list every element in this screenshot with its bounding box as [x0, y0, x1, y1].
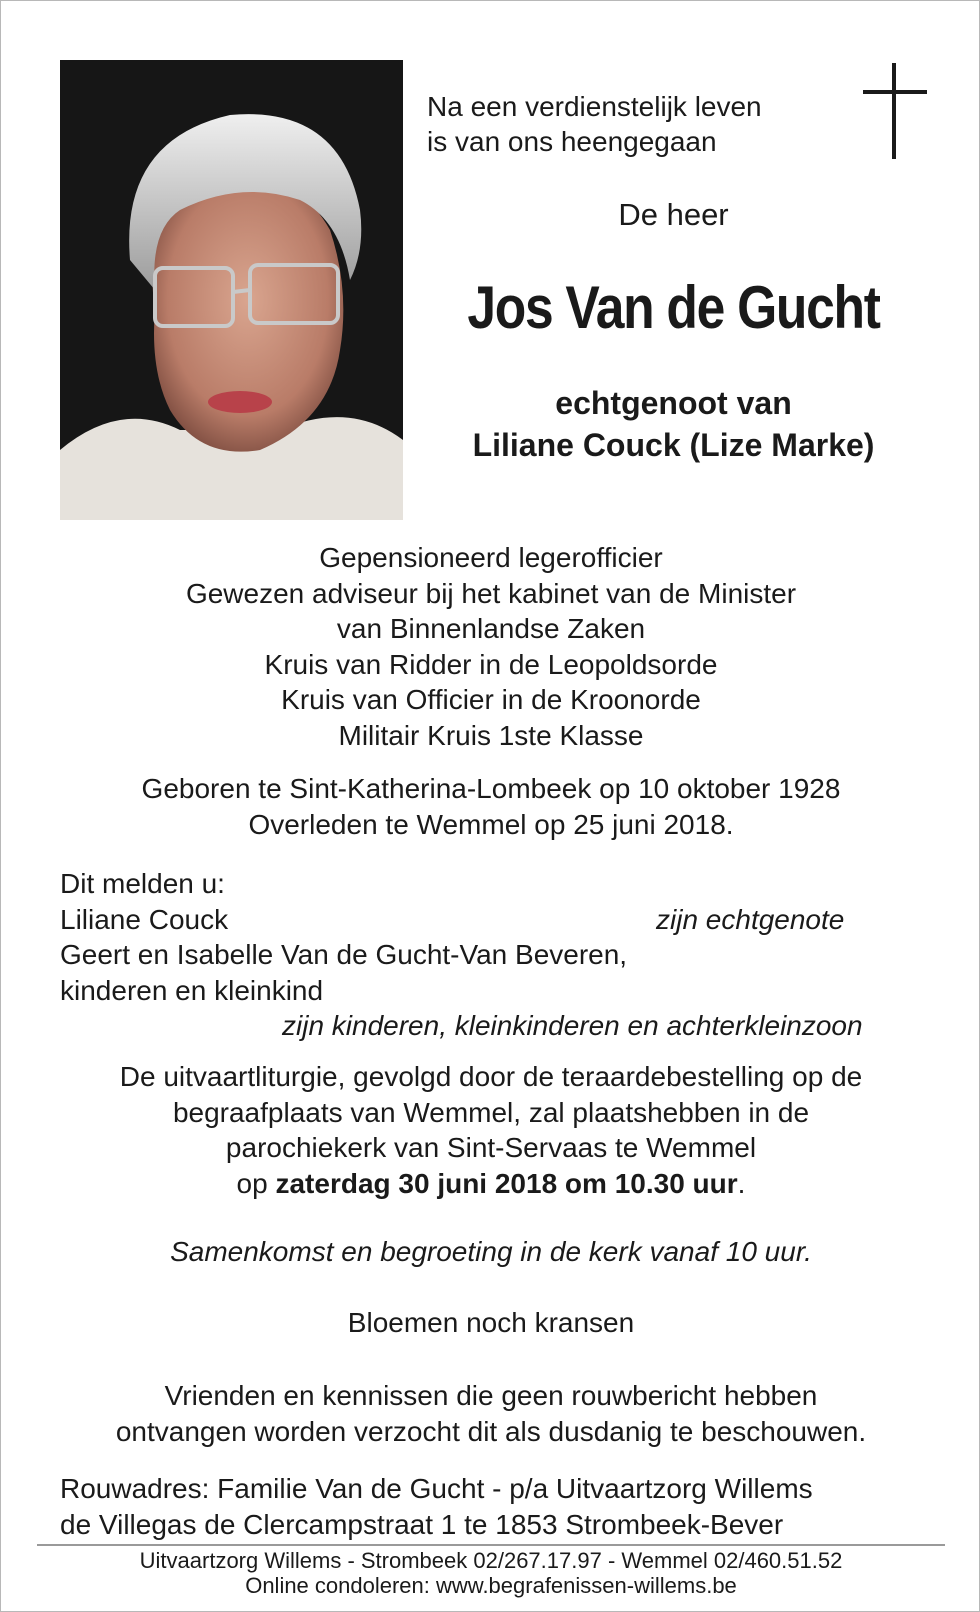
funeral-date-prefix: op	[236, 1167, 276, 1199]
funeral-line: begraafplaats van Wemmel, zal plaatshebben in de	[172, 1096, 810, 1128]
funeral-block	[1, 1059, 980, 1201]
children-role: zijn kinderen, kleinkinderen en achterkleinzoon	[282, 1010, 863, 1041]
children-line: kinderen en kleinkind	[60, 974, 324, 1006]
portrait-photo	[60, 60, 403, 520]
funeral-home-contact: Uitvaartzorg Willems - Strombeek 02/267.17.97 - Wemmel 02/460.51.52	[139, 1548, 843, 1573]
funeral-date-suffix: .	[737, 1167, 746, 1199]
intro-line: is van ons heengegaan	[427, 126, 717, 157]
funeral-date-line	[1, 1166, 980, 1202]
flowers-note: Bloemen noch kransen	[347, 1307, 635, 1338]
condolence-link[interactable]: Online condoleren: www.begrafenissen-willems.be	[245, 1573, 737, 1598]
announce-heading: Dit melden u:	[60, 868, 225, 899]
friends-line: Vrienden en kennissen die geen rouwbericht hebben	[164, 1380, 818, 1411]
gathering-note: Samenkomst en begroeting in de kerk vanaf 10 uur.	[170, 1236, 812, 1267]
title-line: Gewezen adviseur bij het kabinet van de Minister	[185, 577, 797, 609]
spouse-block	[421, 382, 926, 466]
titles-block	[1, 540, 980, 753]
friends-line: ontvangen worden verzocht dit als dusdanig te beschouwen.	[115, 1415, 867, 1447]
cross-icon	[863, 63, 927, 159]
footer-divider	[37, 1544, 945, 1546]
spouse-label: echtgenoot van	[555, 385, 792, 421]
spouse-row-name: Liliane Couck	[60, 903, 229, 935]
title-line: Kruis van Ridder in de Leopoldsorde	[264, 648, 718, 680]
footer	[1, 1548, 980, 1598]
honorific: De heer	[618, 197, 729, 232]
funeral-line: parochiekerk van Sint-Servaas te Wemmel	[225, 1132, 757, 1163]
funeral-line: De uitvaartliturgie, gevolgd door de teraardebestelling op de	[119, 1061, 863, 1092]
birth-line: Geboren te Sint-Katherina-Lombeek op 10 oktober 1928	[141, 773, 841, 804]
intro-text	[427, 89, 762, 159]
funeral-date: zaterdag 30 juni 2018 om 10.30 uur	[275, 1167, 738, 1199]
spouse-name: Liliane Couck (Lize Marke)	[472, 427, 875, 463]
dates-block	[1, 771, 980, 842]
title-line: van Binnenlandse Zaken	[336, 613, 646, 644]
announcement-block	[60, 866, 930, 1044]
title-line: Kruis van Officier in de Kroonorde	[281, 684, 701, 715]
spouse-row-role: zijn echtgenote	[656, 903, 845, 935]
deceased-name: Jos Van de Gucht	[467, 274, 880, 341]
mourning-address	[60, 1471, 813, 1542]
address-line: Rouwadres: Familie Van de Gucht - p/a Uitvaartzorg Willems	[60, 1473, 813, 1504]
intro-line: Na een verdienstelijk leven	[427, 91, 762, 122]
spouse-row	[60, 902, 930, 938]
children-line: Geert en Isabelle Van de Gucht-Van Beveren,	[60, 939, 628, 970]
title-line: Militair Kruis 1ste Klasse	[338, 719, 644, 751]
title-line: Gepensioneerd legerofficier	[319, 542, 663, 573]
address-line: de Villegas de Clercampstraat 1 te 1853 Strombeek-Bever	[60, 1508, 784, 1540]
death-line: Overleden te Wemmel op 25 juni 2018.	[248, 808, 734, 840]
friends-note	[1, 1378, 980, 1449]
